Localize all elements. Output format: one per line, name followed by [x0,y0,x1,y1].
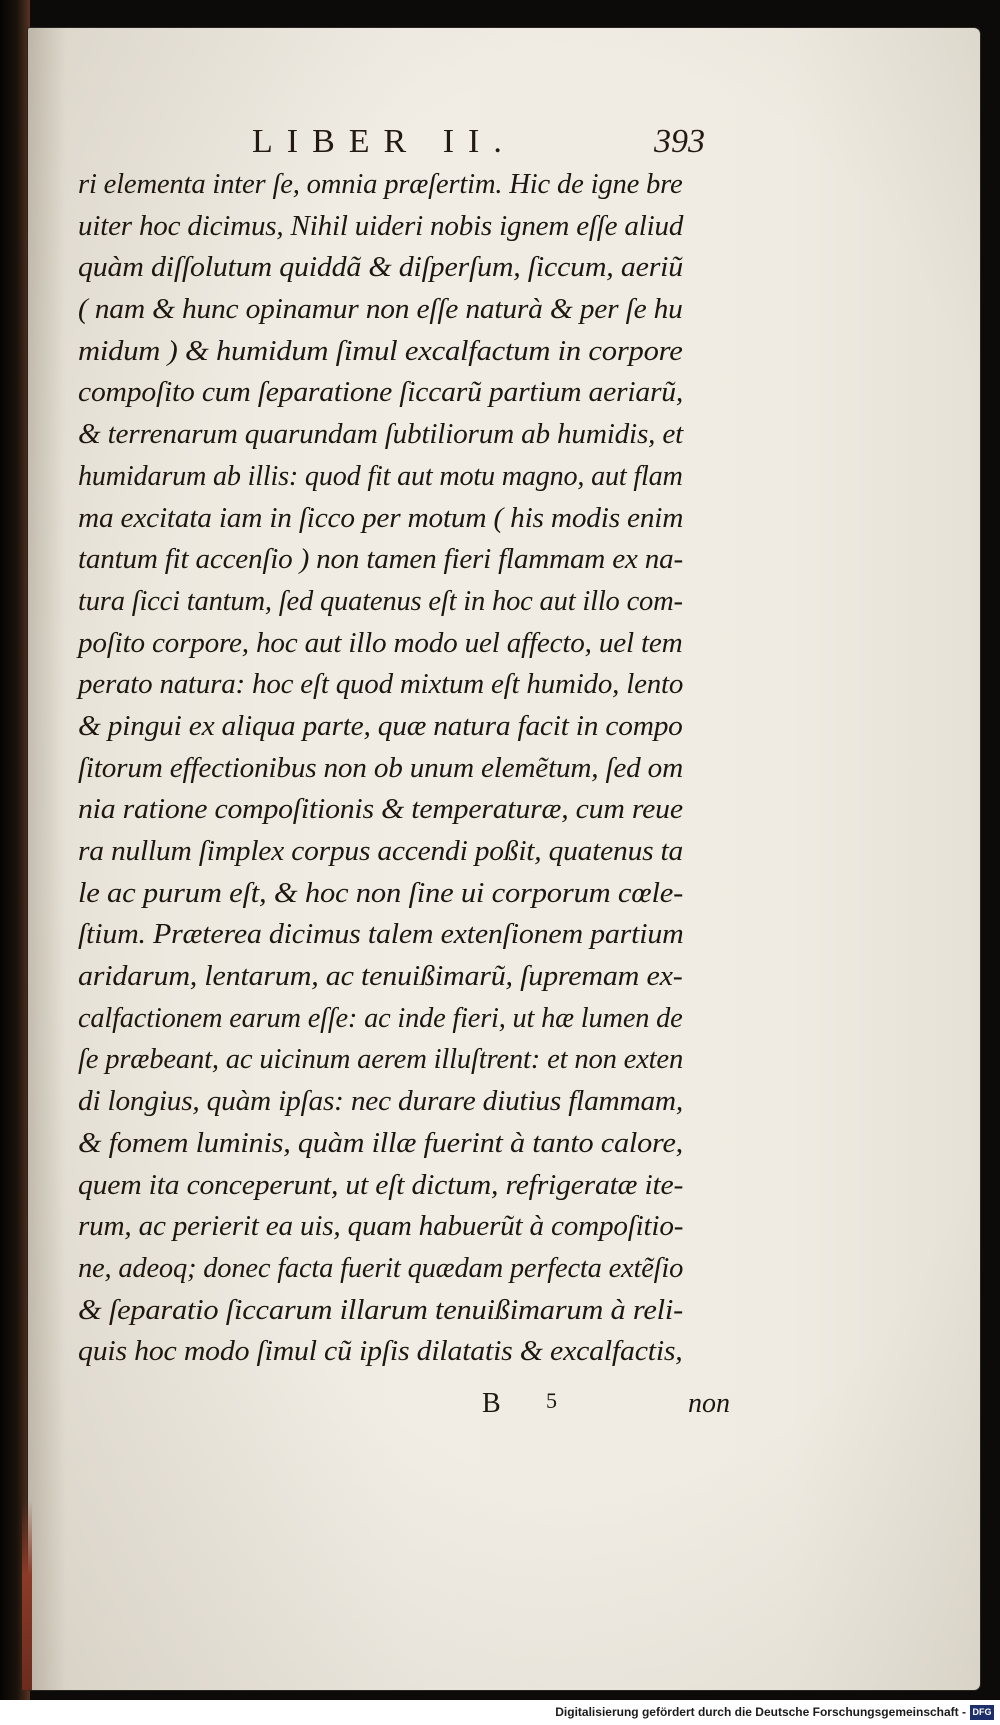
text-line: nia ratione compoſitionis & temperaturæ, cum reue [78,794,683,826]
text-line: ſitorum effectionibus non ob unum elemẽtum, ſed om [78,752,683,784]
text-line: aridarum, lentarum, ac tenuißimarũ, ſupremam ex- [78,961,683,993]
text-line: ma excitata iam in ſicco per motum ( his modis enim [78,502,684,534]
text-line: quem ita conceperunt, ut eſt dictum, refrigeratæ ite- [78,1169,684,1201]
text-line: ſtium. Præterea dicimus talem extenſionem partium [78,919,684,951]
text-line: tura ſicci tantum, ſed quatenus eſt in hoc aut illo com- [78,585,683,617]
text-line: quis hoc modo ſimul cũ ipſis dilatatis & excalfactis, [78,1336,683,1368]
funding-credit: Digitalisierung gefördert durch die Deutsche Forschungsgemeinschaft - [555,1705,966,1719]
signature-mark: B [482,1388,501,1419]
text-line: ſe præbeant, ac uicinum aerem illuſtrent: et non exten [78,1044,684,1076]
text-line: quàm diſſolutum quiddã & diſperſum, ſiccum, aeriũ [78,252,683,284]
page-number: 393 [654,123,705,160]
dfg-logo-icon: DFG [970,1705,994,1720]
text-line: perato natura: hoc eſt quod mixtum eſt humido, lento [78,669,684,701]
text-line: midum ) & humidum ſimul excalfactum in corpore [78,335,683,367]
text-line: humidarum ab illis: quod fit aut motu magno, aut flam [78,460,683,492]
running-head-title: LIBER II. [252,123,516,160]
text-line: & terrenarum quarundam ſubtiliorum ab humidis, et [78,419,684,451]
text-line: & fomem luminis, quàm illæ fuerint à tanto calore, [78,1127,684,1159]
text-line: di longius, quàm ipſas: nec durare diutius flammam, [78,1086,684,1118]
book-page [28,28,980,1690]
body-text [78,164,778,1373]
text-line: ra nullum ſimplex corpus accendi poßit, quatenus ta [78,836,684,867]
text-line: rum, ac perierit ea uis, quam habuerũt à compoſitio- [78,1211,684,1243]
signature-line [28,1388,980,1428]
book-binding-edge [0,0,30,1725]
text-line: ri elementa inter ſe, omnia præſertim. Hic de igne bre [78,169,683,200]
running-head [28,123,980,163]
text-line: ( nam & hunc opinamur non eſſe naturà & per ſe hu [78,294,683,326]
text-line: poſito corpore, hoc aut illo modo uel affecto, uel tem [78,627,683,659]
text-line: & pingui ex aliqua parte, quæ natura facit in compo [78,710,683,742]
text-line: le ac purum eſt, & hoc non ſine ui corporum cœle- [78,877,684,909]
text-line: uiter hoc dicimus, Nihil uideri nobis ignem eſſe aliud [78,210,684,242]
text-line: compoſito cum ſeparatione ſiccarũ partium aeriarũ, [78,377,684,409]
text-line: calfactionem earum eſſe: ac inde fieri, ut hæ lumen de [78,1002,683,1034]
digitization-footer [0,1700,1000,1725]
page-edge-stain [22,1500,32,1690]
text-line: & ſeparatio ſiccarum illarum tenuißimarum à reli- [78,1294,684,1326]
text-line: ne, adeoq; donec facta fuerit quædam perfecta extẽſio [78,1252,684,1284]
text-line: tantum fit accenſio ) non tamen fieri flammam ex na- [78,544,683,576]
signature-number: 5 [546,1388,557,1413]
catchword: non [688,1388,730,1419]
